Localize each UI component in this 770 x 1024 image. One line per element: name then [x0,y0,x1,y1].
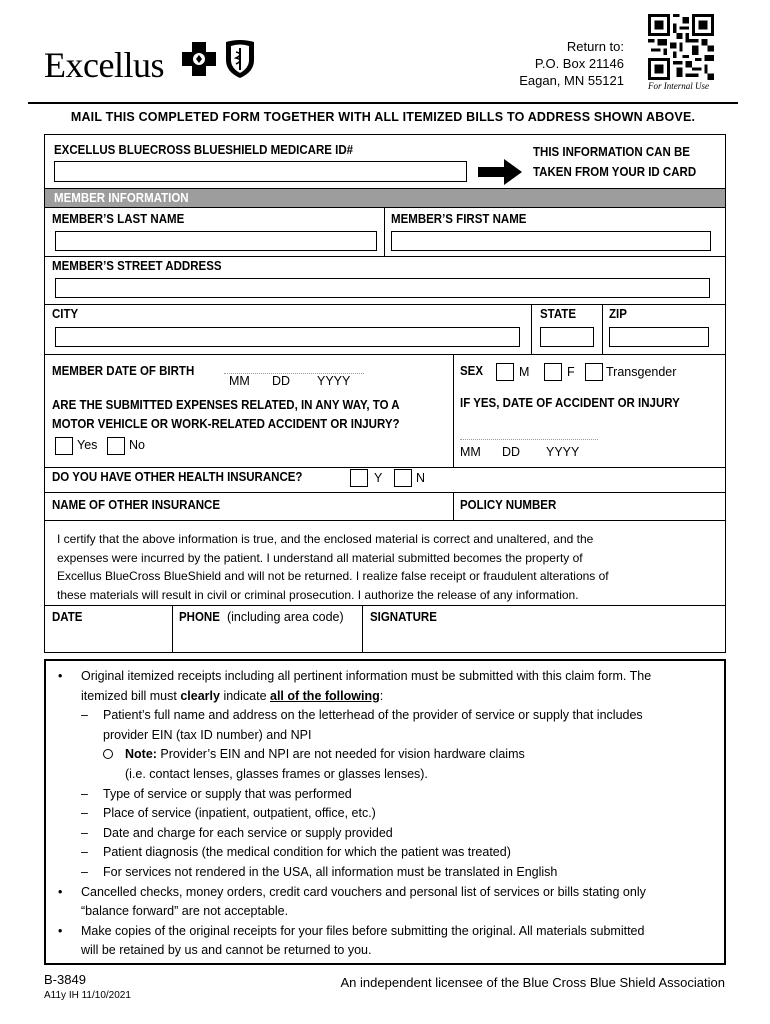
accident-date-label: IF YES, DATE OF ACCIDENT OR INJURY [460,396,680,410]
instruction-line: Patient diagnosis (the medical condition for which the patient was treated) [103,845,511,860]
instruction-dash-item [58,824,718,844]
row-divider [44,605,726,606]
return-line: Eagan, MN 55121 [519,73,624,88]
other-insurance-n-label: N [416,471,426,485]
accident-yyyy: YYYY [546,445,580,459]
sex-m-checkbox[interactable] [496,363,514,381]
other-insurance-name-label: NAME OF OTHER INSURANCE [52,498,221,512]
zip-field[interactable] [609,327,709,347]
instruction-line: provider EIN (tax ID number) and NPI [103,727,312,742]
row-divider [44,467,726,468]
other-insurance-n-checkbox[interactable] [394,469,412,487]
excellus-logo-text: Excellus [44,45,164,85]
instruction-bullet [58,667,718,706]
sex-transgender-checkbox[interactable] [585,363,603,381]
accident-dd: DD [502,445,521,459]
instruction-line [81,687,718,707]
bullet-icon: • [58,669,63,683]
street-address-field[interactable] [55,278,710,298]
return-line: P.O. Box 21146 [534,56,624,71]
signature-field[interactable] [366,628,722,650]
instruction-line: Type of service or supply that was performed [103,786,352,801]
mail-instruction: MAIL THIS COMPLETED FORM TOGETHER WITH ALL ITEMIZED BILLS TO ADDRESS SHOWN ABOVE. [70,110,696,124]
zip-label: ZIP [609,307,627,321]
instruction-emphasis: all of the following [270,688,380,703]
instruction-dash-item [58,863,718,883]
phone-field[interactable] [176,628,358,650]
instructions-content [58,667,718,961]
medicare-id-field[interactable] [54,161,467,182]
phone-label-note: (including area code) [226,610,344,624]
instruction-line: Patient’s full name and address on the letterhead of the provider of service or supply that includes [103,708,643,723]
blue-shield-logo-icon [222,38,258,80]
date-field[interactable] [48,628,168,650]
name-row-divider [384,208,385,256]
instruction-line [125,745,718,765]
accident-yes-checkbox[interactable] [55,437,73,455]
dash-icon: – [81,864,88,879]
other-insurance-y-checkbox[interactable] [350,469,368,487]
instruction-line: “balance forward” are not acceptable. [81,904,289,919]
phone-label-bold: PHONE [179,610,220,624]
first-name-field[interactable] [391,231,711,251]
policy-divider [453,492,454,521]
dash-icon: – [81,806,88,821]
return-line: Return to: [566,39,624,54]
accident-question-line: ARE THE SUBMITTED EXPENSES RELATED, IN ANY WAY, TO A [52,398,400,412]
instruction-emphasis: clearly [180,688,220,703]
circle-bullet-icon [103,749,113,759]
other-insurance-name-field[interactable] [250,494,450,519]
policy-number-label: POLICY NUMBER [460,498,557,512]
sex-m-label: M [519,365,530,379]
instruction-line: For services not rendered in the USA, all information must be translated in English [103,864,558,879]
sex-label: SEX [460,364,484,378]
internal-use-label: For Internal Use [648,81,709,91]
dash-icon: – [81,708,88,723]
phone-label [179,610,344,624]
dash-icon: – [81,786,88,801]
row-divider [44,304,726,305]
note-label: Note: [125,747,157,762]
state-field[interactable] [540,327,594,347]
certification-line: expenses were incurred by the patient. I understand all material submitted becomes the property of [57,550,583,565]
dob-dd: DD [272,374,291,388]
certification-line: I certify that the above information is true, and the enclosed material is correct and unaltered, and the [57,532,594,546]
member-info-header [44,188,726,208]
form-id: B-3849 [44,972,86,987]
instruction-line: Date and charge for each service or supply provided [103,825,393,840]
dob-mm: MM [229,374,250,388]
header-divider [28,102,738,104]
dash-icon: – [81,845,88,860]
dob-divider [453,354,454,467]
signature-label: SIGNATURE [370,610,437,624]
instruction-dash-item [58,785,718,805]
street-address-label: MEMBER’S STREET ADDRESS [52,259,222,273]
instruction-line: Make copies of the original receipts for your files before submitting the original. All materials submitted [81,923,645,938]
blue-cross-logo-icon [180,40,218,78]
instruction-line: Place of service (inpatient, outpatient, office, etc.) [103,806,376,821]
city-field[interactable] [55,327,520,347]
certification-text [57,530,722,604]
row-divider [44,256,726,257]
accident-question-line: MOTOR VEHICLE OR WORK-RELATED ACCIDENT OR INJURY? [52,417,400,431]
accident-mm: MM [460,445,481,459]
accident-no-checkbox[interactable] [107,437,125,455]
licensee-statement: An independent licensee of the Blue Cross Blue Shield Association [340,975,725,990]
dob-field[interactable] [224,368,364,374]
city-divider [531,304,532,354]
sex-f-checkbox[interactable] [544,363,562,381]
member-info-title: MEMBER INFORMATION [54,191,189,205]
instruction-text: indicate [219,688,270,703]
date-divider [172,605,173,653]
instruction-line: Cancelled checks, money orders, credit card vouchers and personal list of services or bills stating only [81,884,646,899]
accident-question [52,396,400,434]
accident-yes-label: Yes [77,438,98,452]
phone-divider [362,605,363,653]
instruction-bullet [58,883,718,922]
instruction-line: (i.e. contact lenses, glasses frames or glasses lenses). [125,766,428,781]
arrow-right-icon [478,159,522,185]
instruction-text: : [379,688,384,703]
instruction-dash-item [58,804,718,824]
instruction-dash-item [58,706,718,745]
last-name-label: MEMBER’S LAST NAME [52,212,185,226]
bullet-icon: • [58,923,63,938]
note-text: Provider’s EIN and NPI are not needed for vision hardware claims [156,747,525,762]
instruction-text: itemized bill must [81,688,181,703]
instruction-bullet [58,922,718,961]
accident-no-label: No [129,438,145,452]
sex-f-label: F [567,365,575,379]
accident-date-field[interactable] [460,434,598,440]
instruction-note [58,745,718,784]
return-address [519,38,624,89]
bullet-icon: • [58,884,63,899]
first-name-label: MEMBER’S FIRST NAME [391,212,527,226]
row-divider [44,492,726,493]
certification-line: Excellus BlueCross BlueShield and will not be returned. I realize false receipt or fraudulent alterations of [57,569,609,583]
dob-yyyy: YYYY [317,374,351,388]
row-divider [44,354,726,355]
last-name-field[interactable] [55,231,377,251]
medicare-id-label: EXCELLUS BLUECROSS BLUESHIELD MEDICARE ID# [54,143,354,157]
form-revision: A11y IH 11/10/2021 [44,990,131,1001]
instruction-line: Original itemized receipts including all pertinent information must be submitted with this claim form. The [81,669,652,683]
state-label: STATE [540,307,576,321]
certification-line: these materials will result in civil or criminal prosecution. I authorize the release of any information. [57,587,579,602]
id-card-note-line: TAKEN FROM YOUR ID CARD [533,165,697,179]
sex-transgender-label: Transgender [606,365,677,379]
instruction-line: will be retained by us and cannot be returned to you. [81,943,372,958]
other-insurance-y-label: Y [374,471,383,485]
policy-number-field[interactable] [580,494,724,519]
state-divider [602,304,603,354]
other-insurance-question: DO YOU HAVE OTHER HEALTH INSURANCE? [52,470,303,484]
instruction-dash-item [58,843,718,863]
qr-code-icon [648,14,714,80]
dob-label: MEMBER DATE OF BIRTH [52,364,195,378]
date-label: DATE [52,610,83,624]
id-card-note [533,142,696,182]
city-label: CITY [52,307,79,321]
id-card-note-line: THIS INFORMATION CAN BE [533,145,690,159]
dash-icon: – [81,825,88,840]
